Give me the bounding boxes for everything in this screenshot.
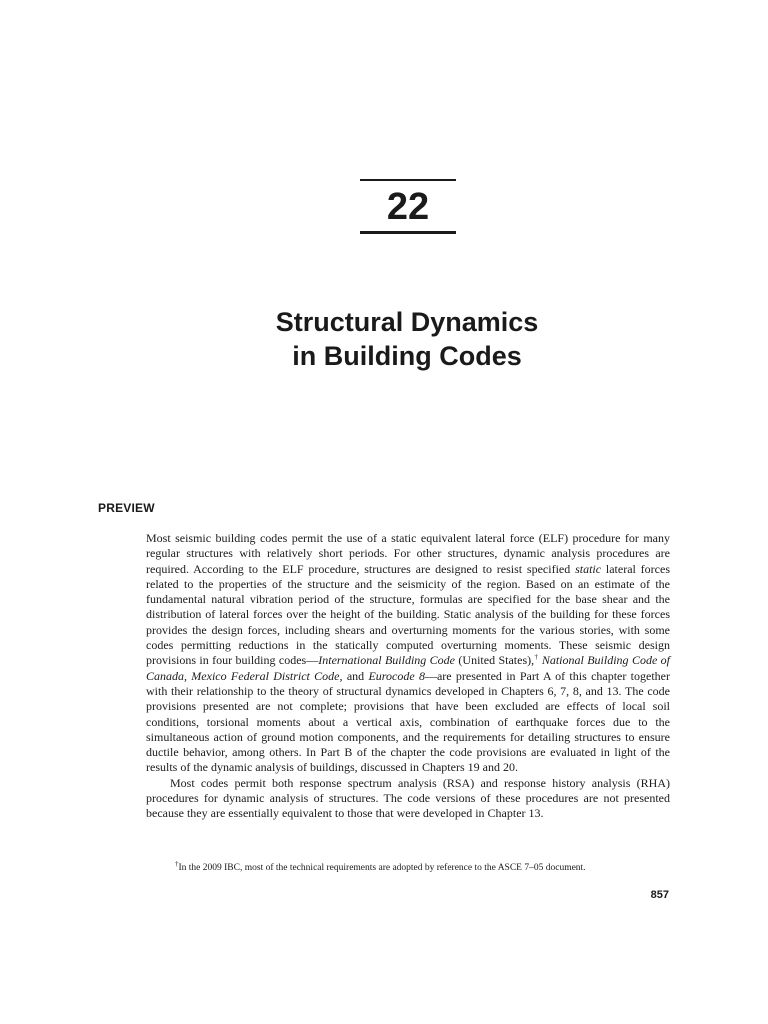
- footnote: [175, 859, 675, 874]
- p1-text-6: —are presented in Part A of this chapter together with their relationship to the theory of structural dynamics developed in Chapters 6, 7, 8, and 13. The code provisions presented are not complete; provisions that have been excluded are effects of local soil conditions, torsional moments about a vertical axis, combination of earthquake forces due to the simultaneous action of ground motion components, and the requirements for detailing structures to ensure ductile behavior, among others. In Part B of the chapter the code provisions are evaluated in light of the results of the dynamic analysis of buildings, discussed in Chapters 19 and 20.: [146, 668, 670, 775]
- p1-text-3: (United States),: [455, 653, 535, 668]
- chapter-title: [100, 305, 714, 373]
- section-heading-preview: PREVIEW: [98, 501, 155, 515]
- preview-body: [146, 531, 670, 822]
- p1-text-1: Most seismic building codes permit the use of a static equivalent lateral force (ELF) procedure for many regular structures with relatively short periods. For other structures, dynamic analysis procedures are required. According to the ELF procedure, structures are designed to resist specified: [146, 531, 670, 576]
- chapter-title-line-1: Structural Dynamics: [275, 307, 539, 337]
- chapter-number: 22: [386, 186, 430, 228]
- p1-emphasis-static: static: [575, 561, 602, 576]
- p1-text-5: and: [342, 668, 369, 683]
- page-number: 857: [650, 889, 669, 901]
- chapter-rule-bottom: [360, 231, 456, 234]
- chapter-title-line-2: in Building Codes: [292, 341, 522, 371]
- p1-code-canada-mexico: National Building Code of Canada, Mexico Federal District Code,: [146, 653, 671, 683]
- p1-code-ibc: International Building Code: [318, 653, 456, 668]
- footnote-marker: †: [175, 859, 179, 868]
- p1-text-2: lateral forces related to the properties of the structure and the seismicity of the region. Based on an estimate of the fundamental natural vibration period of the structure, formulas are specified for the base shear and the distribution of lateral forces over the height of the building. Static analysis of the building for these forces provides the design forces, including shears and overturning moments for the various stories, with some codes permitting reductions in the statically computed overturning moments. These seismic design provisions in four building codes—: [146, 561, 670, 668]
- footnote-text: In the 2009 IBC, most of the technical requirements are adopted by reference to the ASCE 7–05 document.: [178, 863, 586, 873]
- p1-code-eurocode: Eurocode 8: [368, 668, 425, 683]
- chapter-rule-top: [360, 179, 456, 181]
- preview-paragraph-1: [146, 531, 670, 776]
- preview-paragraph-2: Most codes permit both response spectrum analysis (RSA) and response history analysis (RHA) procedures for dynamic analysis of structures. The code versions of these procedures are not presented because they are essentially equivalent to those that were developed in Chapter 13.: [146, 775, 670, 821]
- footnote-marker-ref: †: [534, 653, 539, 662]
